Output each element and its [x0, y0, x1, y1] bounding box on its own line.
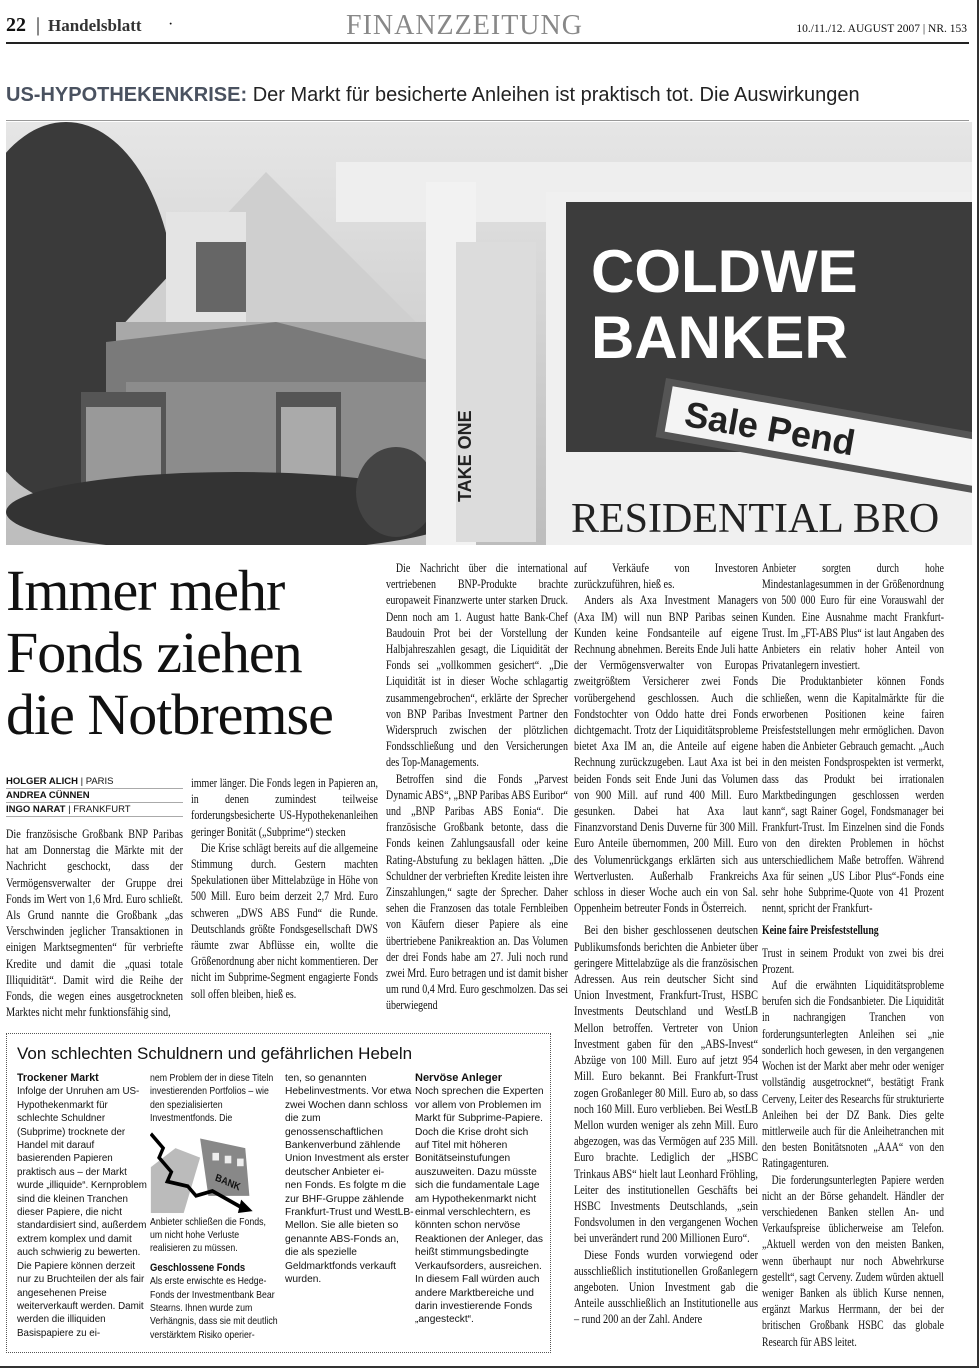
infobox-text: nem Problem der in diese Titeln investierenden Portfolios – wie den spezialisierten Investmentfonds. Die [150, 1073, 274, 1125]
infobox-subheading: Nervöse Anleger [415, 1072, 503, 1084]
paragraph: Die Nachricht über die international vertriebenen BNP-Produkte brachte europaweit Finanzwerte unter starken Druck. Denn noch am 1. August hatte Bank-Chef Baudouin Prot bei der Vorstellung der Halbjahreszahlen gesagt, die Liquidität der Fonds sei „vollkommen gesichert“. „Die Liquidität ist in dieser Woche schlagartig zusammengebrochen“, erklärte der Sprecher von BNP Paribas Investment Partner den Widerspruch zwischen der plötzlichen Fondsschließung und den Versicherungen des Top-Managements. [386, 561, 568, 770]
paper-name: Handelsblatt [48, 16, 142, 35]
infobox-subheading: Geschlossene Fonds [150, 1261, 246, 1274]
bullet: · [168, 16, 174, 33]
infobox-text: Infolge der Unruhen am US-Hypothekenmarkt für schlechte Schuldner (Subprime) trocknete der Handel mit darauf basierenden Papieren praktisch aus – der Markt wurde „illiquide“. Kernproblem sind die kleinen Tranchen dieser Papiere, die nicht standardisiert sind, außerdem extrem komplex und damit auch schwierig zu bewerten. Die Papiere können derzeit nur zu Bruchteilen der als fair angesehenen Preise weiterverkauft werden. Damit werden die illiquiden Basispapiere zu ei- [17, 1086, 147, 1339]
kicker-label: US-HYPOTHEKENKRISE: [6, 84, 248, 106]
photo-real-estate-sign [6, 122, 972, 545]
infobox-column-2 [150, 1072, 280, 1342]
paragraph: Betroffen sind die Fonds „Parvest Dynamic ABS“, „BNP Paribas ABS Euribor“ und „BNP Paribas ABS Eonia“. Die französische Großbank betonte, dass die Fonds keinen Zahlungsausfall oder keine Rating-Abstufung zu beklagen hätten. „Die Schuldner der verbrieften Kredite leisten ihre Zinszahlungen,“ sagte der Sprecher. Daher sehen die Franzosen das totale Fernbleiben von Käufern dieser Papiere als eine übertriebene Panikreaktion an. Das Volumen der drei Fonds habe am 27. Juli noch rund zwei Mrd. Euro betragen und ist damit bisher um rund 0,4 Mrd. Euro geschmolzen. Das sei überwiegend [386, 771, 568, 1013]
infobox-subheading: Trockener Markt [17, 1072, 99, 1084]
sign-text-line1: COLDWE [591, 238, 858, 305]
infobox-text: Noch sprechen die Experten vor allem von Problemen im Markt für Subprime-Papiere. Doch die Krise droht sich auf Titel mit höheren Bonitätseinstufungen auszuweiten. Dazu müsste sich die fundamentale Lage am Hypothekenmarkt nicht einmal verschlechtern, es könnten schon nervöse Reaktionen der Anleger, das heißt stimmungsbedingte Verkaufsorders, ausreichen. In diesem Fall würden auch andere Marktbereiche und darin investierende Fonds „angesteckt“. [415, 1086, 544, 1326]
byline: HOLGER ALICH | PARIS [6, 775, 183, 789]
headline-line: Immer mehr [6, 558, 285, 623]
article-column-4 [574, 560, 758, 1328]
infobox-column-1 [17, 1072, 147, 1340]
page-header [6, 6, 969, 44]
byline: INGO NARAT | FRANKFURT [6, 803, 183, 817]
paragraph: Bei den bisher geschlossenen deutschen Publikumsfonds berichten die Anbieter über geringere Mittelabzüge als die französischen Adressen. Aus rein deutscher Sicht sind Union Investment, Frankfurt-Trust, HSBC Investments Deutschland und WestLB Mellon betroffen. Vertreter von Union Investment gaben für den „ABS-Invest“ Abzüge von 100 Mill. Euro auf jetzt 954 Mill. Euro bekannt. Bei Frankfurt-Trust zogen Großanleger 80 Mill. Euro ab, so dass noch 160 Mill. Euro verblieben. Bei WestLB Mellon wurden weniger als zehn Mill. Euro abgezogen, was das Vermögen auf 235 Mill. Euro brachte. Lediglich der „HSBC Trinkaus ABS“ hielt laut Leonhard Fröhling, Leiter des institutionellen Geschäfts bei HSBC Investments Deutschlands, „sein Fondsvolumen in den vergangenen Wochen bei unverändert rund 200 Millionen Euro“. [574, 923, 758, 1246]
article-column-1 [6, 826, 183, 1020]
paragraph: Trust in seinem Produkt von zwei bis drei Prozent. [762, 945, 944, 976]
paragraph: immer länger. Die Fonds legen in Papieren an, in denen zumindest teilweise forderungsbesicherte US-Hypothekenanleihen geringer Bonität („Subprime“) stecken [191, 776, 378, 839]
author-city: FRANKFURT [73, 804, 131, 815]
paragraph: Auf die erwähnten Liquiditätsprobleme berufen sich die Fondsanbieter. Die Liquidität in nachrangigen Tranchen von forderungsunterlegten Anleihen sei „nie sonderlich hoch gewesen, in den vergangenen Wochen ist der Markt aber mehr oder weniger vollständig ausgetrocknet“, bestätigt Frank Cerveny, Leiter des Researchs für strukturierte Anleihen bei der DZ Bank. Dies gelte mittlerweile auch für die Anleihetranchen mit den besten Bonitätsnoten „AAA“ von den Ratingagenturen. [762, 978, 944, 1171]
headline-line: die Notbremse [6, 682, 333, 747]
article-column-3 [386, 560, 568, 1014]
kicker [6, 84, 860, 107]
paragraph: Die Produktanbieter können Fonds schließen, wenn die Kapitalmärkte für die erworbenen Positionen keine fairen Preisfeststellungen mehr ermöglichen. Davon haben die Anbieter Gebrauch gemacht. „Auch in den meisten Fondsprospekten ist vermerkt, dass das Produkt bei irrationalen Marktbedingungen geschlossen werden kann“, sagt Rainer Gogel, Fondsmanager bei Frankfurt-Trust. Im Einzelnen sind die Fonds von den direkten Problemen in höchst unterschiedlichem Maße betroffen. Während Axa für seinen „US Libor Plus“-Fonds eine sehr hohe Subprime-Quote von 41 Prozent nennt, spricht der Frankfurt- [762, 674, 944, 916]
infobox-text: nen Fonds. Es folgte m die zur BHF-Gruppe zählende Frankfurt-Trust und WestLB-Mellon. Sie alle bieten so genannte ABS-Fonds an, die als spezielle Geldmarktfonds verkauft wurden. [285, 1180, 414, 1286]
infobox [6, 1033, 551, 1353]
infobox-text: Anbieter schließen die Fonds, um nicht hohe Verluste realisieren zu müssen. [150, 1216, 266, 1255]
headline [6, 560, 333, 746]
infobox-text: ten, so genannten Hebelinvestments. Vor etwa zwei Wochen dann schloss die zum genossenschaftlichen [285, 1073, 412, 1138]
article-column-2 [191, 775, 378, 1002]
headline-line: Fonds ziehen [6, 620, 302, 685]
sign-rider-text: Sale Pend [681, 393, 859, 464]
infobox-text: Bankenverbund zählende Union Investment als erster deutscher Anbieter ei- [285, 1140, 410, 1178]
sign-text-line2: BANKER [591, 304, 848, 371]
byline [6, 789, 183, 803]
bylines [6, 775, 183, 817]
separator: | [36, 14, 41, 36]
post-text: TAKE ONE [455, 410, 475, 502]
paragraph: auf Verkäufe von Investoren zurückzuführen, hieß es. [574, 561, 758, 592]
section-title: FINANZZEITUNG [346, 10, 583, 41]
author-name: ANDREA CÜNNEN [6, 790, 90, 801]
infobox-column-3 [285, 1072, 415, 1287]
issue-date: 10./11./12. AUGUST 2007 | NR. 153 [796, 23, 967, 35]
kicker-text: Der Markt für besicherte Anleihen ist praktisch tot. Die Auswirkungen [252, 84, 860, 106]
paragraph: Anders als Axa Investment Managers (Axa IM) will nun BNP Paribas seinen Kunden keine Fondsanteile auf eigene Rechnung abnehmen. Bereits Ende Juli hatte der Vermögensverwalter von Europas zweitgrößtem Versicherer zwei Fonds vorübergehend geschlossen. Auch die Fondstochter von Oddo hatte drei Fonds dichtgemacht. Trotz der Liquiditätsprobleme bietet Axa IM an, die Anteile auf eigene Rechnung zurückzugeben. Laut Axa ist bei beiden Fonds seit Ende Juni das Volumen von 900 Mill. auf rund 400 Mill. Euro gesunken. Dabei hat Axa laut Finanzvorstand Denis Duverne für 300 Mill. Euro Anteile übernommen, 200 Mill. Euro des Volumenrückgangs erklärten sich aus Wertverlusten. Außerhalb Frankreichs schloss in dieser Woche auch ein von Sal. Oppenheim betreuter Fonds in Österreich. [574, 593, 758, 916]
infobox-text: Als erste erwischte es Hedge-Fonds der Investmentbank Bear Stearns. Ihnen wurde zum Verhängnis, dass sie mit deutlich verstärktem Risiko operier- [150, 1276, 278, 1341]
paragraph: Die forderungsunterlegten Papiere werden nicht an der Börse gehandelt. Händler der verschiedenen Banken stellen An- und Verkaufspreise üblicherweise am Telefon. „Aktuell werden von den meisten Banken, wenn überhaupt nur noch Abwehrkurse gestellt“, sagt Cerveny. Zudem würden aktuell weniger Banken als üblich Kurse nennen, ergänzt Markus Herrmann, der bei der britischen Großbank HSBC das globale Research für ABS leitet. [762, 1172, 944, 1349]
paragraph: Anbieter sorgten durch hohe Mindestanlagesummen in der Größenordnung von 500 000 Euro für eine Vorauswahl der Kunden. Eine Ausnahme macht Frankfurt-Trust. Im „FT-ABS Plus“ ist laut Angaben des Anbieters ein relativ hoher Anteil von Privatanlegern investiert. [762, 561, 944, 673]
page-number: 22 [6, 14, 26, 36]
divider [6, 120, 969, 121]
sign-bottom-text: RESIDENTIAL BRO [571, 496, 940, 542]
paragraph: Die französische Großbank BNP Paribas hat am Donnerstag die Märkte mit der Nachricht geschockt, dass der Vermögensverwalter der Gruppe drei Fonds im Wert von 1,6 Mrd. Euro schließt. Als Grund nannte die Großbank „das Verschwinden jeglicher Transaktionen in einigen Marktsegmenten“ für verbriefte Kredite und damit die „quasi totale Illiquidität“. Damit wird die Reihe der Fonds, die wegen eines ausgetrockneten Marktes nicht mehr funktionsfähig sind, [6, 827, 183, 1020]
infobox-column-4 [415, 1072, 545, 1327]
paragraph: Die Krise schlägt bereits auf die allgemeine Stimmung durch. Gestern machten Spekulationen über Mittelabzüge in Höhe von 500 Mill. Euro beim derzeit 2,7 Mrd. Euro schweren „DWS ABS Fund“ die Runde. Deutschlands größte Fondsgesellschaft DWS räumte zwar Abflüsse ein, wollte die Größenordnung aber nicht kommentieren. Der nicht im Subprime-Segment engagierte Fonds soll offen bleiben, hieß es. [191, 840, 378, 1001]
subheading: Keine faire Preisfeststellung [762, 923, 879, 938]
infobox-title: Von schlechten Schuldnern und gefährlichen Hebeln [17, 1044, 413, 1063]
paragraph: Diese Fonds wurden vorwiegend oder ausschließlich institutionellen Großanlegern angeboten. Union Investment gab die Anteile ausschließlich an Institutionelle aus – rund 200 an der Zahl. Andere [574, 1247, 758, 1327]
illustration-label: BANK [213, 1171, 242, 1194]
bank-crash-illustration [150, 1129, 260, 1213]
author-name: INGO NARAT [6, 804, 66, 815]
article-column-5 [762, 560, 944, 1350]
author-name: HOLGER ALICH [6, 776, 78, 787]
author-city: PARIS [85, 776, 114, 787]
